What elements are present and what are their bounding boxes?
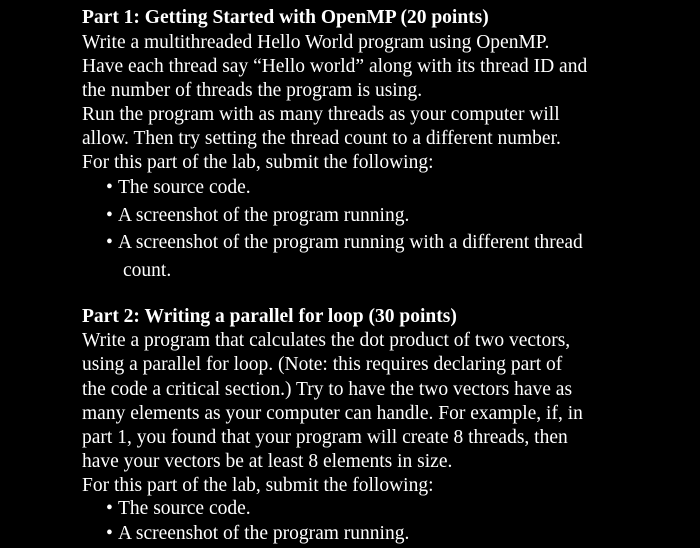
- bullet-dot: •: [106, 177, 113, 198]
- part1-heading: Part 1: Getting Started with OpenMP (20 points): [82, 7, 489, 28]
- part2-line: Write a program that calculates the dot product of two vectors,: [82, 330, 571, 351]
- bullet-text: A screenshot of the program running.: [118, 523, 410, 544]
- part1-bullet-continuation: count.: [123, 260, 172, 281]
- part2-line: part 1, you found that your program will create 8 threads, then: [82, 427, 568, 448]
- bullet-text: The source code.: [118, 177, 251, 198]
- bullet-dot: •: [106, 498, 113, 519]
- part2-bullet-item: [106, 522, 409, 546]
- part2-line: the code a critical section.) Try to have the two vectors have as: [82, 379, 573, 400]
- bullet-text: A screenshot of the program running with a different thread: [118, 232, 583, 253]
- part1-bullet-item: [106, 204, 409, 228]
- part1-line: Write a multithreaded Hello World program using OpenMP.: [82, 32, 550, 53]
- part1-line: For this part of the lab, submit the following:: [82, 152, 434, 173]
- bullet-dot: •: [106, 523, 113, 544]
- part1-line: Have each thread say “Hello world” along with its thread ID and: [82, 56, 588, 77]
- part1-line: the number of threads the program is using.: [82, 80, 423, 101]
- part1-bullet-item: [106, 231, 583, 255]
- part2-bullet-item: [106, 497, 251, 521]
- part2-line: For this part of the lab, submit the following:: [82, 475, 434, 496]
- part2-line: using a parallel for loop. (Note: this requires declaring part of: [82, 354, 563, 375]
- part2-heading: Part 2: Writing a parallel for loop (30 points): [82, 306, 457, 327]
- bullet-text: The source code.: [118, 498, 251, 519]
- bullet-text: A screenshot of the program running.: [118, 205, 410, 226]
- bullet-dot: •: [106, 232, 113, 253]
- part1-bullet-item: [106, 176, 251, 200]
- part2-line: many elements as your computer can handle. For example, if, in: [82, 403, 583, 424]
- part1-line: Run the program with as many threads as your computer will: [82, 104, 560, 125]
- part1-line: allow. Then try setting the thread count to a different number.: [82, 128, 561, 149]
- part2-line: have your vectors be at least 8 elements in size.: [82, 451, 453, 472]
- bullet-dot: •: [106, 205, 113, 226]
